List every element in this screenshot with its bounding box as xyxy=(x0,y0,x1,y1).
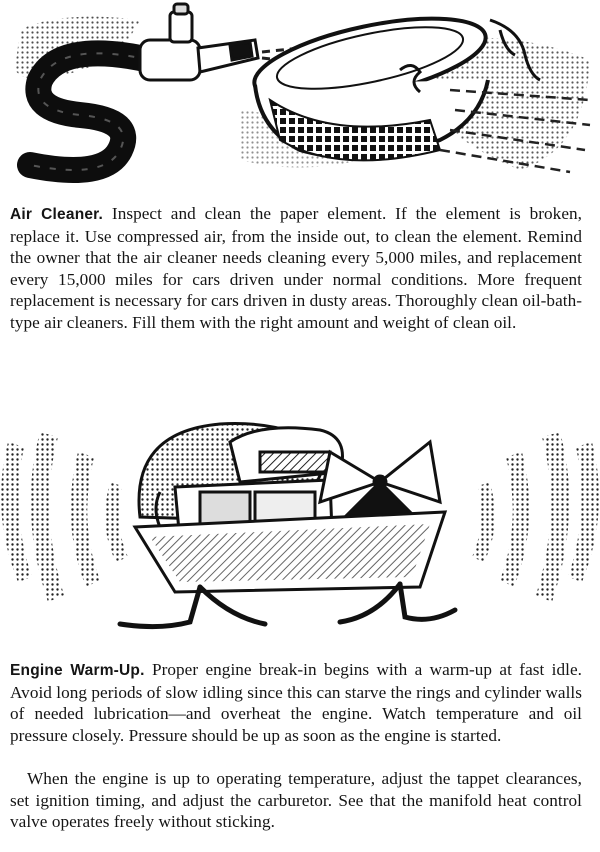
engine-warmup-heading: Engine Warm-Up. xyxy=(10,662,145,679)
air-hose xyxy=(30,53,150,170)
engine-warmup-paragraph-2: When the engine is up to operating temperature, adjust the tappet clearances, set ignition timing, and adjust the carburetor. See that the manifold heat control valve operates freely without sticking. xyxy=(10,769,582,832)
air-cleaner-filter xyxy=(248,2,493,160)
air-cleaner-body: Inspect and clean the paper element. If the element is broken, replace it. Use compressed air, from the inside out, to clean the element. Remind the owner that the air cleaner needs cleaning every 5,000 miles, and replacement every 15,000 miles for cars driven under normal conditions. More frequent replacement is necessary for cars driven in dusty areas. Thoroughly clean oil-bath-type air cleaners. Fill them with the right amount and weight of clean oil. xyxy=(10,204,582,332)
motion-arcs-left xyxy=(1,432,128,602)
air-gun xyxy=(140,4,258,80)
motion-arcs-right xyxy=(472,432,599,602)
air-cleaner-paragraph xyxy=(10,203,582,334)
engine-warmup-paragraph xyxy=(10,659,582,746)
engine-warmup-body: Proper engine break-in begins with a warm-up at fast idle. Avoid long periods of slow idling since this can starve the rings and cylinder walls of needed lubrication—and overheat the engine. Watch temperature and oil pressure closely. Pressure should be up as soon as the engine is started. xyxy=(10,660,582,745)
air-cleaner-heading: Air Cleaner. xyxy=(10,206,104,223)
air-cleaner-illustration xyxy=(0,0,600,192)
engine-warmup-illustration xyxy=(0,412,600,644)
